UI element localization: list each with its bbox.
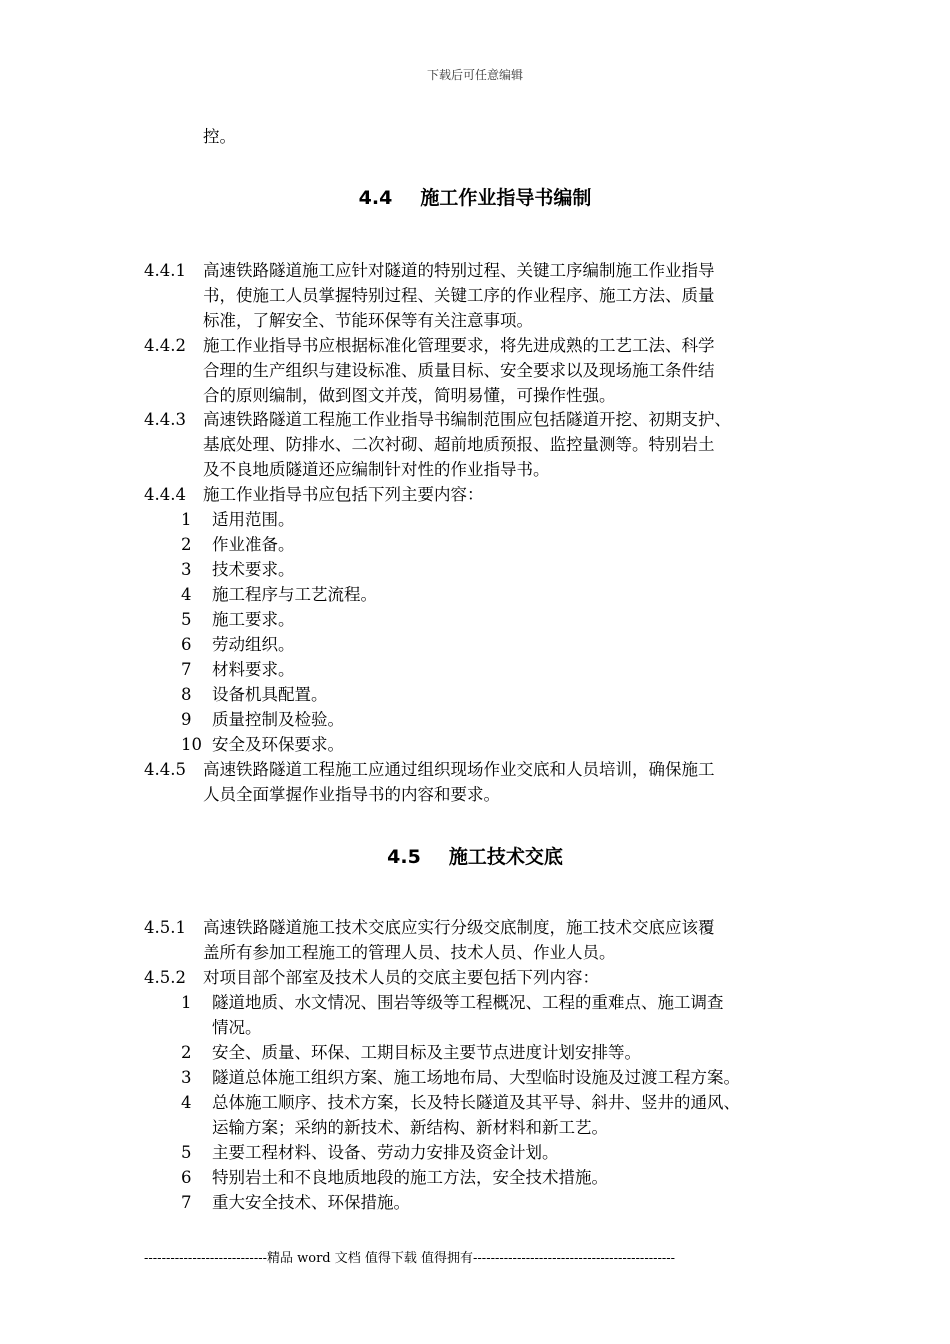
list-item-number: 4 [181,585,192,604]
clause-text-line: 高速铁路隧道施工技术交底应实行分级交底制度，施工技术交底应该覆 [203,918,715,937]
list-item: 技术要求。 [212,560,295,579]
clause-number: 4.4.2 [144,336,186,355]
clause-number: 4.5.1 [144,918,186,937]
section-title: 施工作业指导书编制 [420,187,592,209]
clause-text-line: 高速铁路隧道施工应针对隧道的特别过程、关键工序编制施工作业指导 [203,261,715,280]
list-item-number: 4 [181,1093,192,1112]
clause-text-line: 高速铁路隧道工程施工应通过组织现场作业交底和人员培训，确保施工 [203,760,715,779]
section-number: 4.5 [387,846,421,868]
list-item: 质量控制及检验。 [212,710,344,729]
list-item: 作业准备。 [212,535,295,554]
list-item-number: 7 [181,1193,192,1212]
list-item-number: 7 [181,660,192,679]
page-header: 下载后可任意编辑 [426,68,523,82]
list-item: 总体施工顺序、技术方案，长及特长隧道及其平导、斜井、竖井的通风、 [212,1093,740,1112]
page-footer: ----------------------------精品 word 文档 值得下载 值得拥有---------------------------------------------- [144,1251,676,1266]
clause-text-line: 盖所有参加工程施工的管理人员、技术人员、作业人员。 [203,943,616,962]
list-item-number: 2 [181,1043,192,1062]
list-item: 适用范围。 [212,510,295,529]
list-item-number: 1 [181,510,192,529]
list-item-number: 5 [181,1143,192,1162]
list-item-number: 6 [181,1168,192,1187]
list-item-number: 6 [181,635,192,654]
list-item: 特别岩土和不良地质地段的施工方法，安全技术措施。 [212,1168,608,1187]
clause-text-line: 施工作业指导书应包括下列主要内容： [203,485,484,504]
clause-text-line: 合的原则编制，做到图文并茂，简明易懂，可操作性强。 [203,386,616,405]
list-item-number: 3 [181,560,192,579]
clause-text-line: 书，使施工人员掌握特别过程、关键工序的作业程序、施工方法、质量 [203,286,715,305]
list-item-number: 5 [181,610,192,629]
list-item-number: 10 [181,735,202,754]
clause-number: 4.4.3 [144,410,186,429]
list-item-number: 1 [181,993,192,1012]
clause-text-line: 标准，了解安全、节能环保等有关注意事项。 [203,311,533,330]
clause-number: 4.4.1 [144,261,186,280]
clause-text-line: 合理的生产组织与建设标准、质量目标、安全要求以及现场施工条件结 [203,361,715,380]
section-number: 4.4 [358,187,393,209]
list-item: 劳动组织。 [212,635,295,654]
list-item-number: 3 [181,1068,192,1087]
clause-number: 4.4.4 [144,485,186,504]
clause-number: 4.5.2 [144,968,186,987]
clause-text-line: 施工作业指导书应根据标准化管理要求，将先进成熟的工艺工法、科学 [203,336,715,355]
list-item: 施工程序与工艺流程。 [212,585,377,604]
clause-text-line: 基底处理、防排水、二次衬砌、超前地质预报、监控量测等。特别岩土 [203,435,715,454]
clause-text-line: 人员全面掌握作业指导书的内容和要求。 [203,785,500,804]
list-item: 安全、质量、环保、工期目标及主要节点进度计划安排等。 [212,1043,641,1062]
list-item: 设备机具配置。 [212,685,328,704]
clause-number: 4.4.5 [144,760,186,779]
list-item: 隧道总体施工组织方案、施工场地布局、大型临时设施及过渡工程方案。 [212,1068,740,1087]
clause-text-line: 对项目部个部室及技术人员的交底主要包括下列内容： [203,968,599,987]
section-heading-4-4 [0,183,950,210]
section-heading-4-5 [0,842,950,869]
list-item: 主要工程材料、设备、劳动力安排及资金计划。 [212,1143,559,1162]
list-item: 运输方案；采纳的新技术、新结构、新材料和新工艺。 [212,1118,608,1137]
clause-text-line: 高速铁路隧道工程施工作业指导书编制范围应包括隧道开挖、初期支护、 [203,410,731,429]
list-item-number: 8 [181,685,192,704]
list-item: 施工要求。 [212,610,295,629]
list-item: 重大安全技术、环保措施。 [212,1193,410,1212]
list-item: 安全及环保要求。 [212,735,344,754]
clause-text-line: 及不良地质隧道还应编制针对性的作业指导书。 [203,460,550,479]
list-item-number: 2 [181,535,192,554]
list-item: 隧道地质、水文情况、围岩等级等工程概况、工程的重难点、施工调查 [212,993,724,1012]
section-title: 施工技术交底 [448,846,563,868]
continuation-text: 控。 [203,127,236,146]
list-item: 情况。 [212,1018,262,1037]
list-item: 材料要求。 [212,660,295,679]
list-item-number: 9 [181,710,192,729]
